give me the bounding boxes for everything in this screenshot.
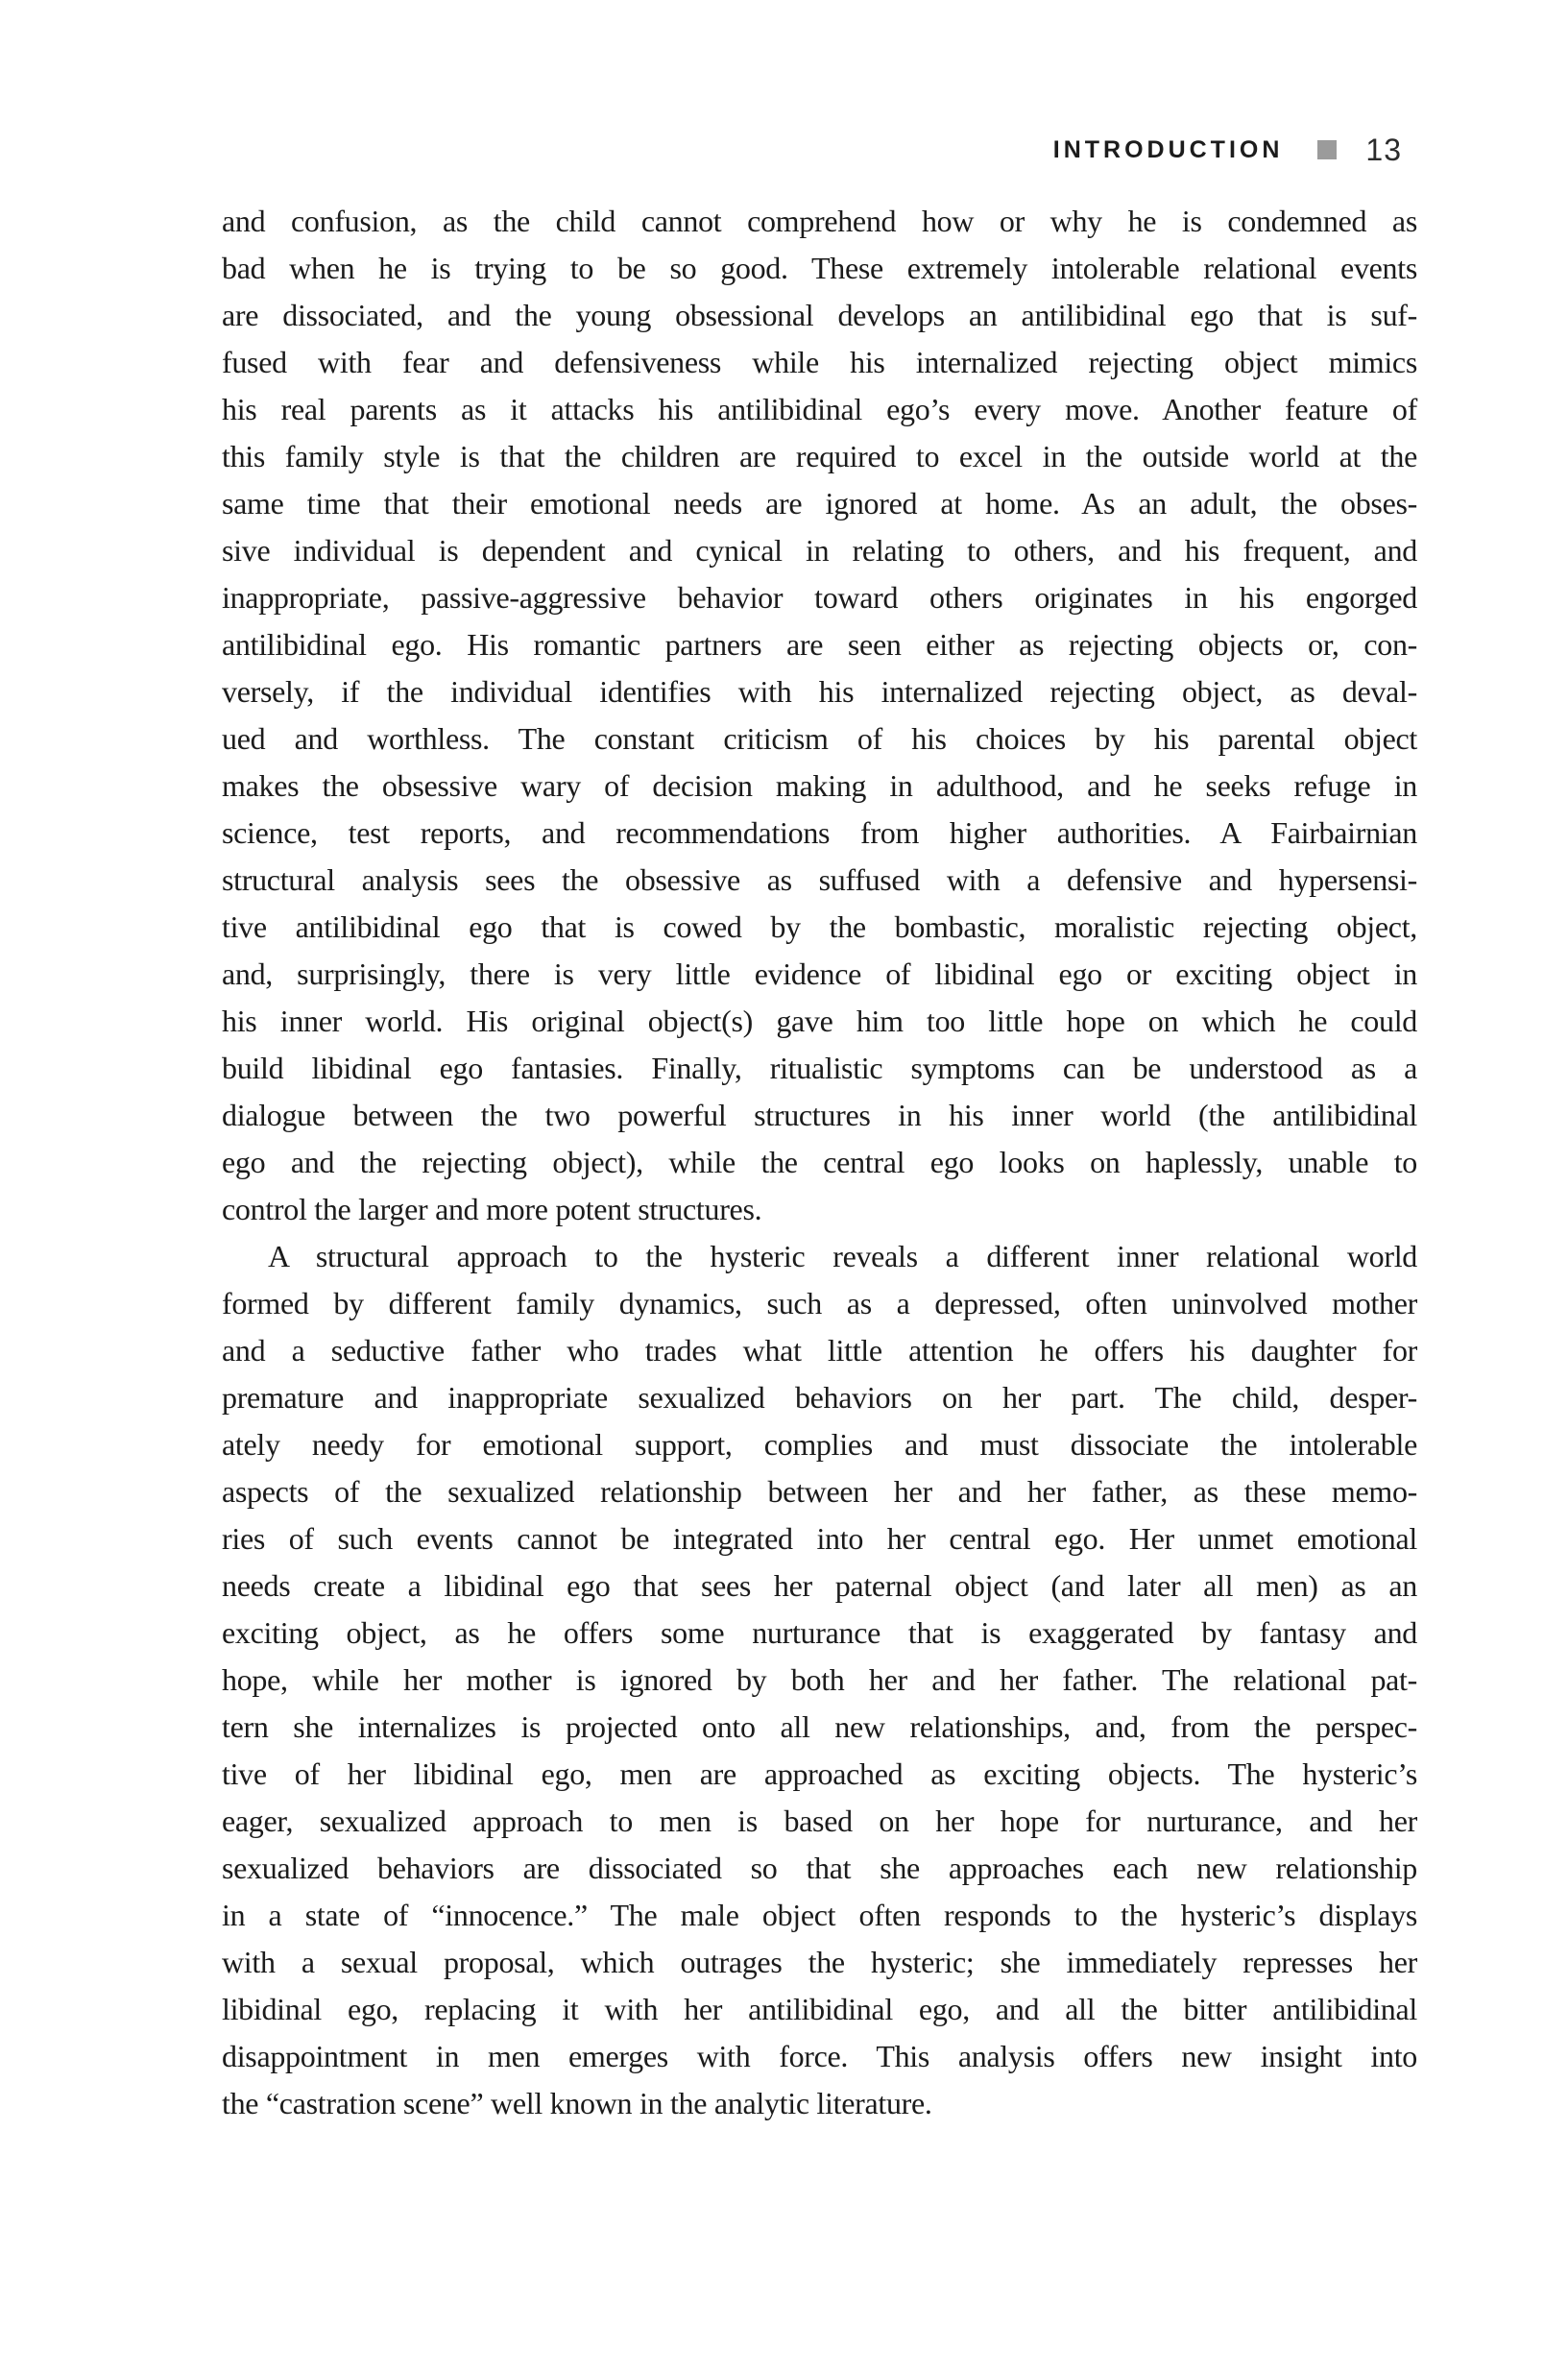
body-line: libidinal ego, replacing it with her antilibidinal ego, and all the bitter antilibidinal	[222, 1992, 1417, 2026]
body-line: tive of her libidinal ego, men are approached as exciting objects. The hysteric’s	[222, 1756, 1417, 1791]
body-line: dialogue between the two powerful structures in his inner world (the antilibidinal	[222, 1098, 1417, 1132]
body-line: sive individual is dependent and cynical in relating to others, and his frequent, and	[222, 533, 1417, 568]
body-line: in a state of “innocence.” The male object often responds to the hysteric’s displays	[222, 1898, 1417, 1932]
body-line: inappropriate, passive-aggressive behavior toward others originates in his engorged	[222, 580, 1417, 615]
body-line: fused with fear and defensiveness while his internalized rejecting object mimics	[222, 345, 1417, 379]
body-line: his inner world. His original object(s) gave him too little hope on which he could	[222, 1004, 1417, 1038]
body-line: this family style is that the children are required to excel in the outside world at the	[222, 439, 1417, 473]
body-line: and confusion, as the child cannot comprehend how or why he is condemned as	[222, 204, 1417, 238]
body-line: antilibidinal ego. His romantic partners are seen either as rejecting objects or, con-	[222, 627, 1417, 662]
running-head	[222, 133, 1417, 167]
body-line: ately needy for emotional support, complies and must dissociate the intolerable	[222, 1427, 1417, 1462]
body-line: tern she internalizes is projected onto all new relationships, and, from the perspec-	[222, 1709, 1417, 1744]
square-separator-icon	[1317, 140, 1337, 159]
body-line: disappointment in men emerges with force. This analysis offers new insight into	[222, 2039, 1417, 2073]
body-line: same time that their emotional needs are ignored at home. As an adult, the obses-	[222, 486, 1417, 521]
body-line: tive antilibidinal ego that is cowed by the bombastic, moralistic rejecting object,	[222, 909, 1417, 944]
body-line: are dissociated, and the young obsessional develops an antilibidinal ego that is suf-	[222, 298, 1417, 332]
body-line: with a sexual proposal, which outrages the hysteric; she immediately represses her	[222, 1945, 1417, 1979]
body-line: makes the obsessive wary of decision making in adulthood, and he seeks refuge in	[222, 768, 1417, 803]
body-line: bad when he is trying to be so good. These extremely intolerable relational events	[222, 251, 1417, 285]
body-line: needs create a libidinal ego that sees her paternal object (and later all men) as an	[222, 1568, 1417, 1603]
body-line: hope, while her mother is ignored by both her and her father. The relational pat-	[222, 1662, 1417, 1697]
body-line: formed by different family dynamics, such as a depressed, often uninvolved mother	[222, 1286, 1417, 1320]
body-line: aspects of the sexualized relationship between her and her father, as these memo-	[222, 1474, 1417, 1509]
body-line: control the larger and more potent structures.	[222, 1192, 762, 1226]
section-label: INTRODUCTION	[1052, 135, 1284, 163]
body-line: ries of such events cannot be integrated into her central ego. Her unmet emotional	[222, 1521, 1417, 1556]
body-line: science, test reports, and recommendations from higher authorities. A Fairbairnian	[222, 815, 1417, 850]
body-line: ued and worthless. The constant criticism of his choices by his parental object	[222, 721, 1417, 756]
body-line: build libidinal ego fantasies. Finally, ritualistic symptoms can be understood as a	[222, 1051, 1417, 1085]
body-line: sexualized behaviors are dissociated so that she approaches each new relationship	[222, 1851, 1417, 1885]
body-line: eager, sexualized approach to men is based on her hope for nurturance, and her	[222, 1804, 1417, 1838]
body-line: structural analysis sees the obsessive as suffused with a defensive and hypersensi-	[222, 862, 1417, 897]
body-line: A structural approach to the hysteric reveals a different inner relational world	[268, 1239, 1417, 1273]
body-line: premature and inappropriate sexualized behaviors on her part. The child, desper-	[222, 1380, 1417, 1415]
body-line: and, surprisingly, there is very little evidence of libidinal ego or exciting object in	[222, 956, 1417, 991]
body-line: ego and the rejecting object), while the central ego looks on haplessly, unable to	[222, 1145, 1417, 1179]
body-line: the “castration scene” well known in the analytic literature.	[222, 2086, 932, 2120]
body-line: exciting object, as he offers some nurturance that is exaggerated by fantasy and	[222, 1615, 1417, 1650]
body-line: his real parents as it attacks his antilibidinal ego’s every move. Another feature of	[222, 392, 1417, 426]
body-line: versely, if the individual identifies with his internalized rejecting object, as deval-	[222, 674, 1417, 709]
body-line: and a seductive father who trades what little attention he offers his daughter for	[222, 1333, 1417, 1368]
page-number: 13	[1365, 132, 1402, 167]
body-text	[222, 198, 1417, 2127]
